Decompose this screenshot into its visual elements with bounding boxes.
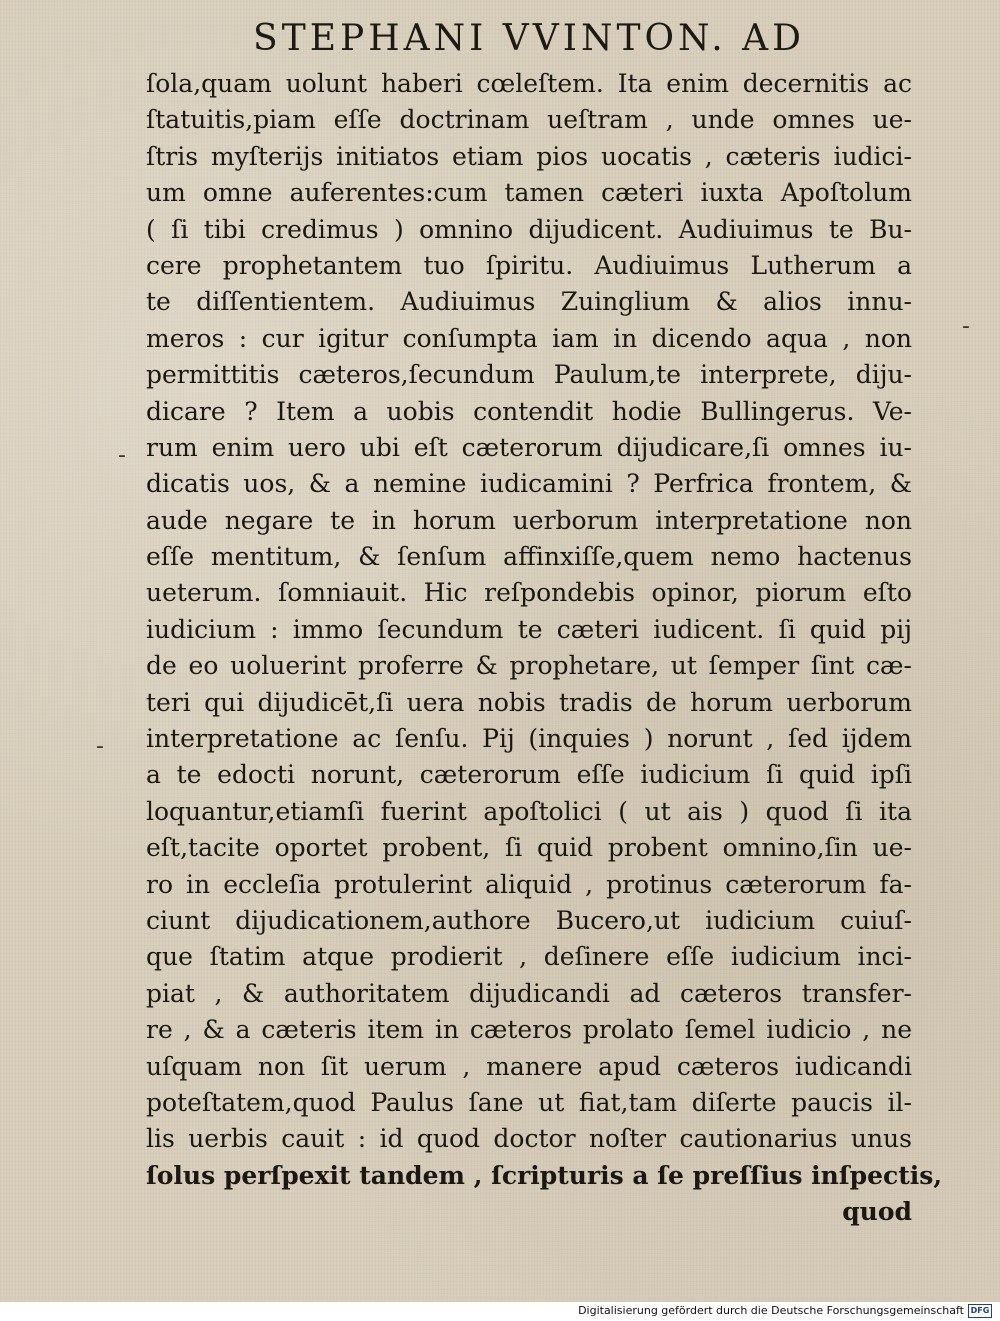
text-line: re , & a cæteris item in cæteros prolato ſemel iudicio , ne [146,1015,912,1045]
text-line: poteſtatem,quod Paulus ſane ut fiat,tam diſerte paucis il- [146,1087,912,1117]
text-line: ſtris myſterijs initiatos etiam pios uocatis , cæteris iudici- [146,141,912,171]
text-line: loquantur,etiamſi fuerint apoſtolici ( ut ais ) quod ſi ita [146,796,912,826]
text-line: ſola,quam uolunt haberi cœleſtem. Ita enim decernitis ac [146,69,912,98]
text-line: interpretatione ac ſenſu. Pij (inquies ) norunt , ſed ijdem [146,724,912,754]
margin-mark: - [96,734,104,759]
text-line: aude negare te in horum uerborum interpretatione non [146,505,912,535]
text-line: ciunt dijudicationem,authore Bucero,ut iudicium cuiuſ- [146,905,912,935]
margin-mark: - [118,443,126,468]
text-line: meros : cur igitur conſumpta iam in dicendo aqua , non [146,323,912,353]
text-line: de eo uoluerint proferre & prophetare, ut ſemper ſint cæ- [146,651,912,681]
text-line: ueterum. ſomniauit. Hic reſpondebis opinor, piorum eſto [146,578,912,608]
text-line: ( ſi tibi credimus ) omnino dijudicent. Audiuimus te Bu- [146,214,912,244]
text-line: que ſtatim atque prodierit , deſinere eſſe iudicium inci- [146,942,912,972]
text-line: ro in eccleſia protulerint aliquid , protinus cæterorum fa- [146,869,912,899]
text-line: eſſe mentitum, & ſenſum affinxiſſe,quem nemo hactenus [146,542,912,572]
text-line: iudicium : immo ſecundum te cæteri iudicent. ſi quid pij [146,614,912,644]
text-line: ſolus perſpexit tandem , ſcripturis a ſe preſſius inſpectis, [146,1160,943,1190]
footer-credit: Digitalisierung gefördert durch die Deutsche Forschungsgemeinschaft [578,1304,964,1317]
text-line: lis uerbis cauit : id quod doctor noſter cautionarius unus [146,1124,912,1154]
text-line: eſt,tacite oportet probent, ſi quid probent omnino,ſin ue- [146,833,912,863]
dfg-logo-icon: DFG [968,1304,992,1318]
text-line: uſquam non ſit uerum , manere apud cæteros iudicandi [146,1051,912,1081]
text-line: dicare ? Item a uobis contendit hodie Bullingerus. Ve- [146,396,912,426]
text-line: piat , & authoritatem dijudicandi ad cæteros transfer- [146,978,912,1008]
body-text [146,66,943,1231]
running-header: STEPHANI VVINTON. AD [253,18,805,59]
text-line: a te edocti norunt, cæterorum eſſe iudicium ſi quid ipſi [146,760,912,790]
text-line: rum enim uero ubi eſt cæterorum dijudicare,ſi omnes iu- [146,432,912,462]
text-line: ſtatuitis,piam eſſe doctrinam ueſtram , unde omnes ue- [146,105,912,135]
text-line: um omne auferentes:cum tamen cæteri iuxta Apoſtolum [146,178,912,208]
text-line: te diſſentientem. Audiuimus Zuinglium & alios innu- [146,287,912,317]
text-line: permittitis cæteros,ſecundum Paulum,te interprete, diju- [146,360,912,390]
text-line: teri qui dijudicēt,ſi uera nobis tradis de horum uerborum [146,687,912,717]
margin-mark: - [962,314,970,339]
text-line: cere prophetantem tuo ſpiritu. Audiuimus Lutherum a [146,250,912,280]
text-line: dicatis uos, & a nemine iudicamini ? Perfrica frontem, & [146,469,912,499]
catchword: quod [842,1197,912,1227]
